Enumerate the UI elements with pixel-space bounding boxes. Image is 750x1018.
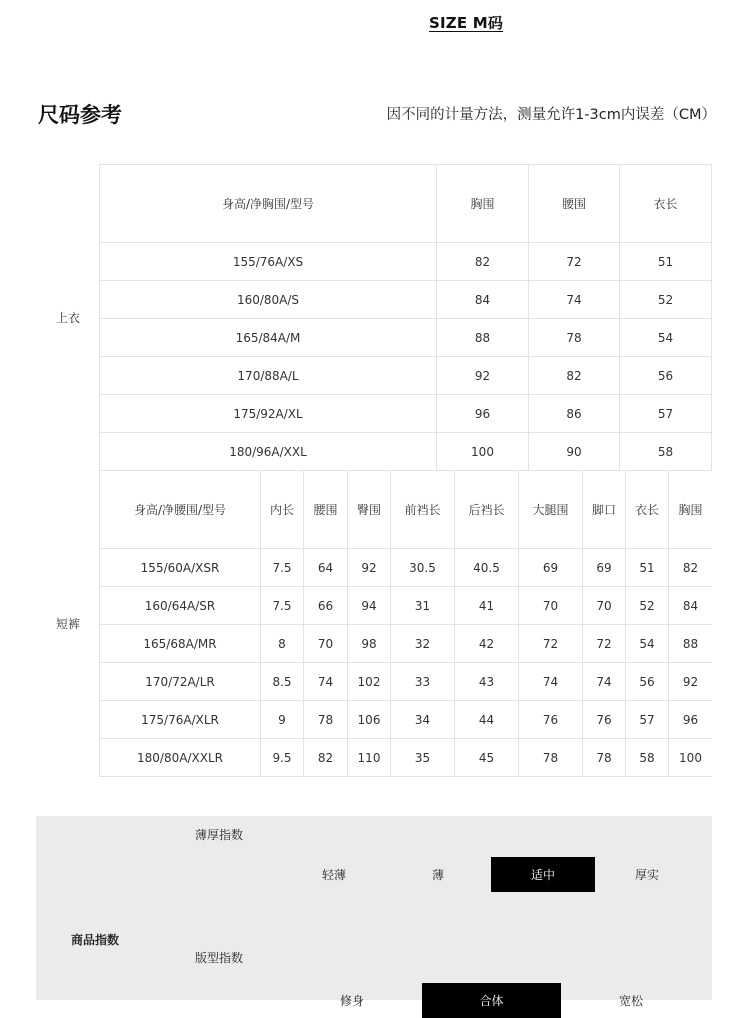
tops-header-cell: 腰围 bbox=[529, 165, 619, 242]
shorts-cell: 78 bbox=[304, 701, 347, 738]
thickness-option: 轻薄 bbox=[321, 868, 346, 882]
shorts-cell: 64 bbox=[304, 549, 347, 586]
shorts-cell: 76 bbox=[583, 701, 625, 738]
tops-cell: 96 bbox=[437, 395, 528, 432]
tops-header-cell: 身高/净胸围/型号 bbox=[100, 165, 436, 242]
measurement-note: 因不同的计量方法，测量允许1-3cm内误差（CM） bbox=[386, 107, 716, 123]
shorts-cell: 106 bbox=[348, 701, 390, 738]
shorts-cell: 9.5 bbox=[261, 739, 303, 776]
shorts-cell: 76 bbox=[519, 701, 582, 738]
shorts-cell: 58 bbox=[626, 739, 668, 776]
fit-option: 修身 bbox=[339, 994, 364, 1008]
tops-cell: 90 bbox=[529, 433, 619, 470]
product-index-label: 商品指数 bbox=[71, 933, 120, 947]
tops-cell: 54 bbox=[620, 319, 711, 356]
tops-cell: 72 bbox=[529, 243, 619, 280]
tops-cell: 86 bbox=[529, 395, 619, 432]
shorts-cell: 160/64A/SR bbox=[100, 587, 260, 624]
shorts-header-cell: 胸围 bbox=[669, 471, 712, 548]
tops-header-cell: 衣长 bbox=[620, 165, 711, 242]
tops-cell: 170/88A/L bbox=[100, 357, 436, 394]
shorts-header-cell: 内长 bbox=[261, 471, 303, 548]
shorts-cell: 45 bbox=[455, 739, 518, 776]
shorts-cell: 98 bbox=[348, 625, 390, 662]
shorts-cell: 72 bbox=[583, 625, 625, 662]
shorts-header-cell: 后裆长 bbox=[455, 471, 518, 548]
thickness-option: 适中 bbox=[491, 857, 595, 892]
shorts-cell: 88 bbox=[669, 625, 712, 662]
tops-cell: 58 bbox=[620, 433, 711, 470]
tops-cell: 180/96A/XXL bbox=[100, 433, 436, 470]
shorts-cell: 102 bbox=[348, 663, 390, 700]
shorts-cell: 8 bbox=[261, 625, 303, 662]
shorts-cell: 74 bbox=[304, 663, 347, 700]
shorts-header-cell: 衣长 bbox=[626, 471, 668, 548]
shorts-cell: 180/80A/XXLR bbox=[100, 739, 260, 776]
shorts-cell: 84 bbox=[669, 587, 712, 624]
shorts-cell: 82 bbox=[669, 549, 712, 586]
tops-group-label: 上衣 bbox=[56, 311, 81, 325]
shorts-cell: 70 bbox=[583, 587, 625, 624]
size-label: SIZE M码 bbox=[429, 14, 504, 32]
shorts-cell: 96 bbox=[669, 701, 712, 738]
shorts-cell: 9 bbox=[261, 701, 303, 738]
tops-cell: 92 bbox=[437, 357, 528, 394]
tops-cell: 56 bbox=[620, 357, 711, 394]
tops-cell: 84 bbox=[437, 281, 528, 318]
tops-cell: 51 bbox=[620, 243, 711, 280]
shorts-cell: 66 bbox=[304, 587, 347, 624]
shorts-cell: 92 bbox=[348, 549, 390, 586]
product-index-panel bbox=[36, 816, 712, 1008]
section-title: 尺码参考 bbox=[38, 103, 122, 127]
tops-cell: 74 bbox=[529, 281, 619, 318]
shorts-cell: 69 bbox=[583, 549, 625, 586]
shorts-cell: 78 bbox=[519, 739, 582, 776]
tops-cell: 100 bbox=[437, 433, 528, 470]
shorts-cell: 70 bbox=[519, 587, 582, 624]
shorts-cell: 8.5 bbox=[261, 663, 303, 700]
tops-size-table bbox=[99, 164, 712, 471]
shorts-cell: 78 bbox=[583, 739, 625, 776]
tops-cell: 82 bbox=[437, 243, 528, 280]
shorts-cell: 100 bbox=[669, 739, 712, 776]
shorts-cell: 43 bbox=[455, 663, 518, 700]
shorts-cell: 44 bbox=[455, 701, 518, 738]
tops-cell: 57 bbox=[620, 395, 711, 432]
shorts-header-cell: 身高/净腰围/型号 bbox=[100, 471, 260, 548]
fit-index-label: 版型指数 bbox=[195, 951, 244, 965]
shorts-cell: 41 bbox=[455, 587, 518, 624]
shorts-header-cell: 臀围 bbox=[348, 471, 390, 548]
shorts-header-cell: 前裆长 bbox=[391, 471, 454, 548]
shorts-cell: 32 bbox=[391, 625, 454, 662]
shorts-cell: 57 bbox=[626, 701, 668, 738]
tops-cell: 175/92A/XL bbox=[100, 395, 436, 432]
shorts-cell: 51 bbox=[626, 549, 668, 586]
tops-cell: 82 bbox=[529, 357, 619, 394]
thickness-option: 薄 bbox=[431, 868, 444, 882]
shorts-cell: 170/72A/LR bbox=[100, 663, 260, 700]
tops-cell: 52 bbox=[620, 281, 711, 318]
shorts-cell: 94 bbox=[348, 587, 390, 624]
shorts-header-cell: 腰围 bbox=[304, 471, 347, 548]
shorts-size-table bbox=[99, 470, 712, 777]
thickness-option: 厚实 bbox=[634, 868, 659, 882]
shorts-header-cell: 脚口 bbox=[583, 471, 625, 548]
shorts-cell: 110 bbox=[348, 739, 390, 776]
shorts-cell: 40.5 bbox=[455, 549, 518, 586]
tops-cell: 88 bbox=[437, 319, 528, 356]
shorts-cell: 52 bbox=[626, 587, 668, 624]
fit-option: 宽松 bbox=[618, 994, 643, 1008]
shorts-cell: 82 bbox=[304, 739, 347, 776]
tops-cell: 165/84A/M bbox=[100, 319, 436, 356]
shorts-cell: 92 bbox=[669, 663, 712, 700]
shorts-cell: 74 bbox=[583, 663, 625, 700]
shorts-cell: 56 bbox=[626, 663, 668, 700]
tops-cell: 160/80A/S bbox=[100, 281, 436, 318]
shorts-cell: 74 bbox=[519, 663, 582, 700]
shorts-cell: 165/68A/MR bbox=[100, 625, 260, 662]
tops-header-cell: 胸围 bbox=[437, 165, 528, 242]
shorts-cell: 31 bbox=[391, 587, 454, 624]
shorts-cell: 42 bbox=[455, 625, 518, 662]
thickness-index-label: 薄厚指数 bbox=[195, 828, 244, 842]
tops-cell: 78 bbox=[529, 319, 619, 356]
shorts-cell: 70 bbox=[304, 625, 347, 662]
fit-option: 合体 bbox=[422, 983, 561, 1018]
shorts-cell: 35 bbox=[391, 739, 454, 776]
shorts-header-cell: 大腿围 bbox=[519, 471, 582, 548]
shorts-cell: 33 bbox=[391, 663, 454, 700]
shorts-cell: 72 bbox=[519, 625, 582, 662]
shorts-cell: 175/76A/XLR bbox=[100, 701, 260, 738]
shorts-cell: 54 bbox=[626, 625, 668, 662]
shorts-cell: 34 bbox=[391, 701, 454, 738]
shorts-cell: 30.5 bbox=[391, 549, 454, 586]
tops-cell: 155/76A/XS bbox=[100, 243, 436, 280]
shorts-group-label: 短裤 bbox=[56, 617, 81, 631]
shorts-cell: 7.5 bbox=[261, 587, 303, 624]
shorts-cell: 7.5 bbox=[261, 549, 303, 586]
shorts-cell: 69 bbox=[519, 549, 582, 586]
shorts-cell: 155/60A/XSR bbox=[100, 549, 260, 586]
